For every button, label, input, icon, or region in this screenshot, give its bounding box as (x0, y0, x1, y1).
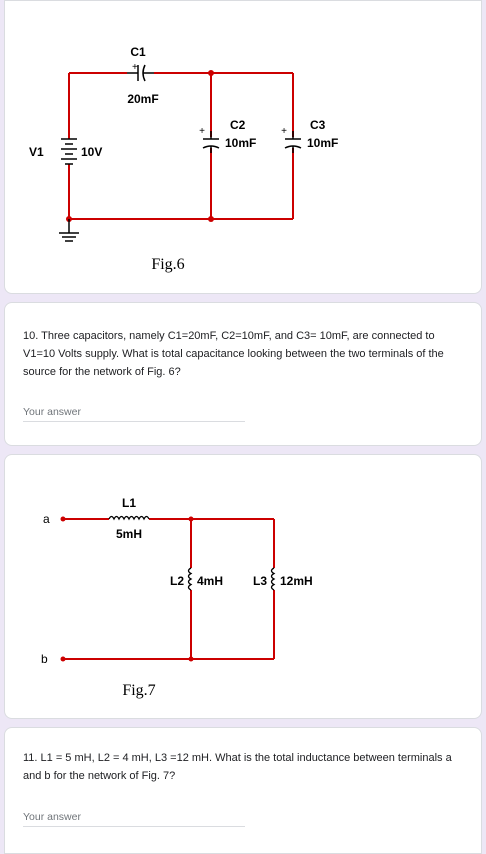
c2-value: 10mF (225, 136, 257, 150)
capacitor-c3-symbol (285, 131, 301, 153)
figure-7-caption: Fig.7 (122, 682, 156, 699)
inductor-l2-symbol (189, 568, 192, 590)
capacitor-c2-symbol (203, 131, 219, 153)
terminal-b-label: b (41, 652, 48, 666)
v1-value: 10V (81, 145, 103, 159)
l1-value: 5mH (115, 527, 143, 541)
c1-name: C1 (130, 45, 146, 59)
circuit-wires (63, 519, 274, 659)
inductor-l3-symbol (272, 568, 275, 590)
l2-name: L2 (169, 574, 184, 588)
l3-value: 12mH (280, 574, 313, 588)
inductor-l1-symbol (109, 517, 149, 520)
c3-value: 10mF (307, 136, 339, 150)
ground-symbol (59, 219, 79, 241)
l3-name: L3 (252, 574, 267, 588)
c1-plus: + (132, 62, 138, 73)
c3-plus: + (281, 126, 287, 137)
question-11-answer-underline[interactable] (23, 826, 245, 827)
figure-7-card (4, 454, 482, 719)
question-10-card (4, 302, 482, 446)
v1-name: V1 (29, 145, 44, 159)
question-11-card (4, 727, 482, 854)
terminal-a-label: a (43, 512, 50, 526)
figure-6-caption: Fig.6 (151, 256, 185, 273)
question-11-text: 11. L1 = 5 mH, L2 = 4 mH, L3 =12 mH. What is the total inductance between terminals a and b for the network of Fig. 7? (23, 752, 452, 782)
l1-name: L1 (121, 496, 137, 510)
l2-value: 4mH (197, 574, 224, 588)
battery-v1-symbol (61, 139, 77, 164)
c1-value: 20mF (127, 92, 159, 106)
figure-6-circuit (5, 1, 483, 295)
c2-name: C2 (230, 118, 246, 132)
circuit-wires (69, 73, 293, 219)
question-10-answer-underline[interactable] (23, 421, 245, 422)
question-10-text: 10. Three capacitors, namely C1=20mF, C2=10mF, and C3= 10mF, are connected to V1=10 Volts supply. What is total capacitance looking between the two terminals of the source for the network of Fig. 6? (23, 330, 444, 378)
question-10-answer-field[interactable]: Your answer (23, 406, 81, 418)
c3-name: C3 (310, 118, 326, 132)
figure-6-card (4, 0, 482, 294)
question-11-answer-field[interactable]: Your answer (23, 811, 81, 823)
c2-plus: + (199, 126, 205, 137)
figure-7-circuit (5, 455, 483, 720)
